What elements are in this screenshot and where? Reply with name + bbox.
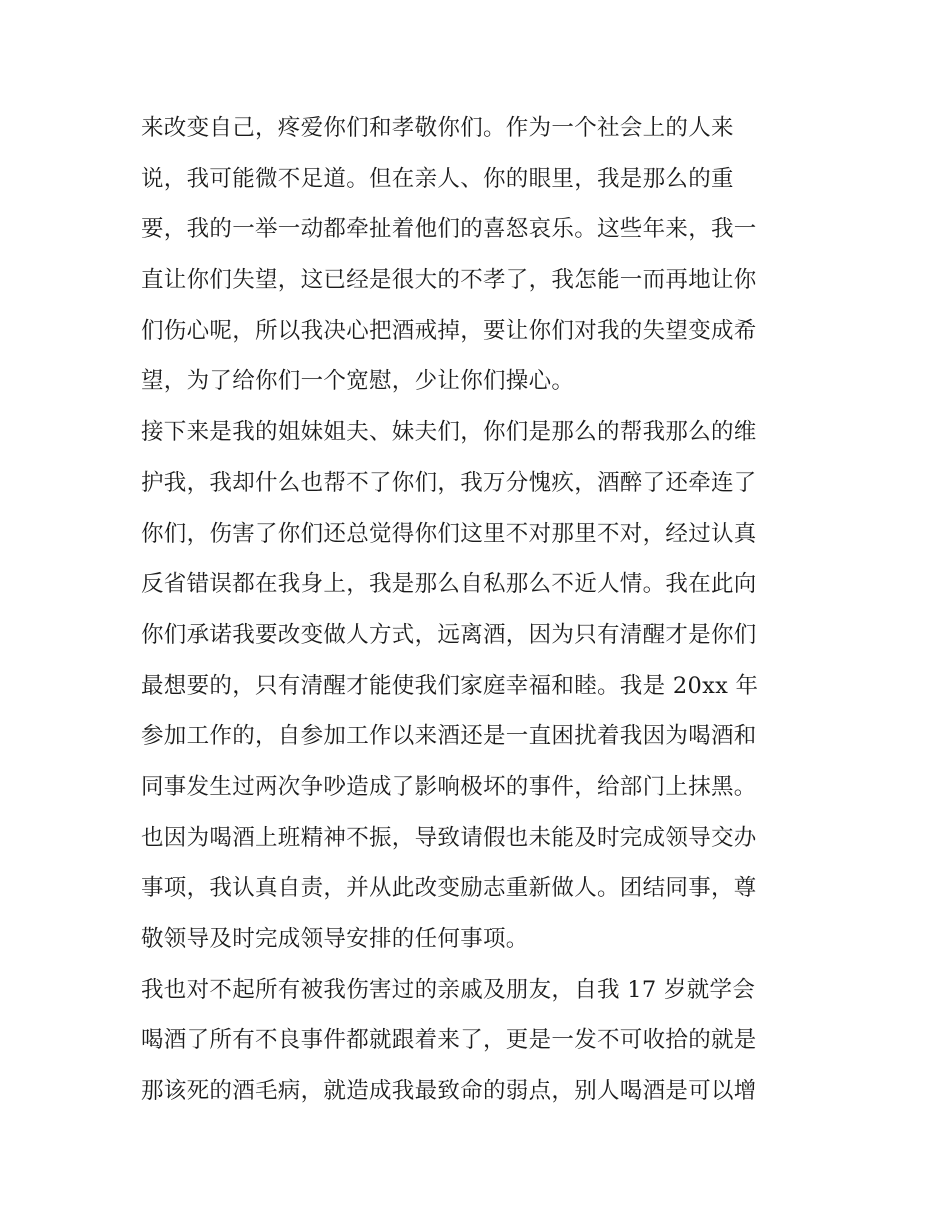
text-line: 来改变自己，疼爱你们和孝敬你们。作为一个社会上的人来 [141, 115, 734, 141]
text-line: 也因为喝酒上班精神不振，导致请假也未能及时完成领导交办 [141, 824, 757, 851]
text-line: 护我，我却什么也帮不了你们，我万分愧疚，酒醉了还牵连了 [141, 469, 757, 496]
text-line: 接下来是我的姐妹姐夫、妹夫们，你们是那么的帮我那么的维 [141, 419, 757, 446]
document-body [141, 103, 813, 1117]
text-line: 你们承诺我要改变做人方式，远离酒，因为只有清醒才是你们 [141, 621, 757, 648]
text-line: 我也对不起所有被我伤害过的亲戚及朋友，自我 17 岁就学会 [141, 976, 756, 1003]
text-line: 直让你们失望，这已经是很大的不孝了，我怎能一而再地让你 [141, 267, 757, 294]
text-line: 要，我的一举一动都牵扯着他们的喜怒哀乐。这些年来，我一 [141, 216, 757, 243]
text-line: 那该死的酒毛病，就造成我最致命的弱点，别人喝酒是可以增 [141, 1078, 757, 1105]
text-line: 说，我可能微不足道。但在亲人、你的眼里，我是那么的重 [141, 165, 734, 192]
text-line: 们伤心呢，所以我决心把酒戒掉，要让你们对我的失望变成希 [141, 317, 757, 344]
text-line: 最想要的，只有清醒才能使我们家庭幸福和睦。我是 20xx 年 [141, 672, 759, 699]
text-line: 事项，我认真自责，并从此改变励志重新做人。团结同事，尊 [141, 875, 757, 902]
text-line: 反省错误都在我身上，我是那么自私那么不近人情。我在此向 [141, 571, 757, 598]
text-line: 同事发生过两次争吵造成了影响极坏的事件，给部门上抹黑。 [141, 773, 757, 800]
text-line: 敬领导及时完成领导安排的任何事项。 [141, 926, 529, 952]
text-line: 参加工作的，自参加工作以来酒还是一直困扰着我因为喝酒和 [141, 723, 757, 750]
text-line: 喝酒了所有不良事件都就跟着来了，更是一发不可收拾的就是 [141, 1027, 757, 1054]
text-line: 你们，伤害了你们还总觉得你们这里不对那里不对，经过认真 [141, 520, 757, 547]
text-line: 望，为了给你们一个宽慰，少让你们操心。 [141, 368, 575, 395]
